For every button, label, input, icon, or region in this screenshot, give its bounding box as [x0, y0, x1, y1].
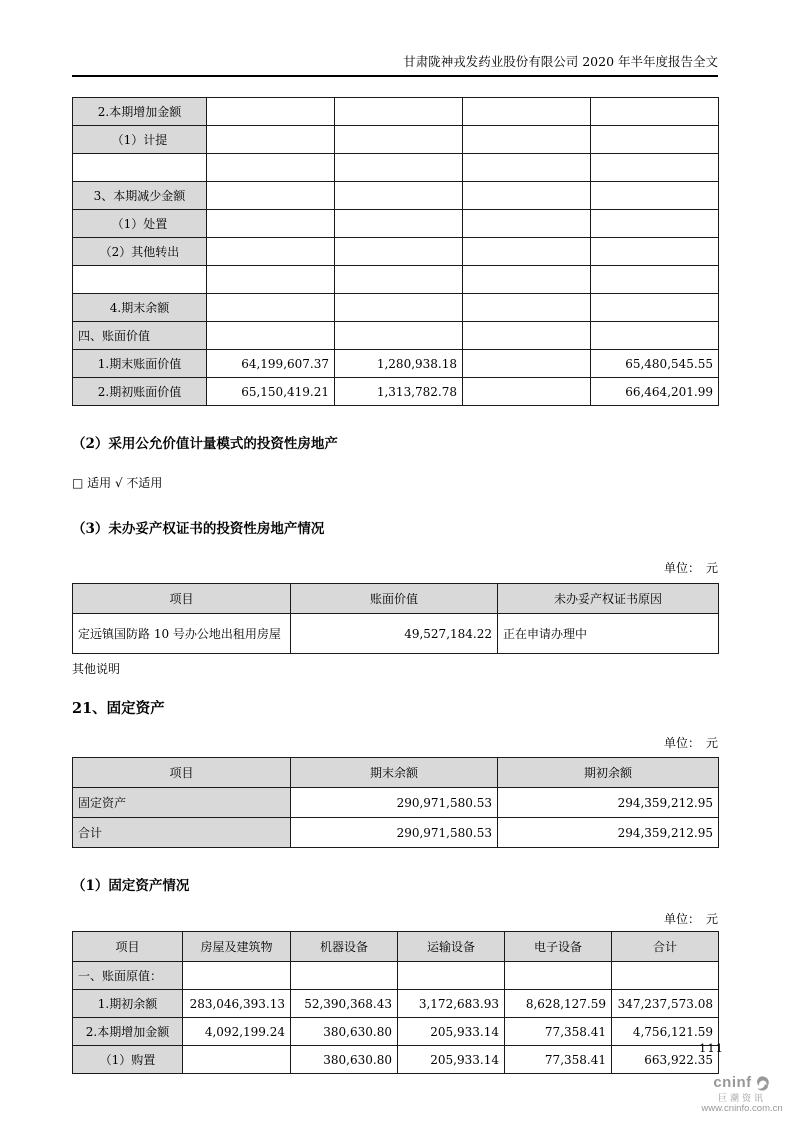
value-cell: 64,199,607.37 [207, 350, 335, 378]
value-cell: 205,933.14 [398, 1018, 505, 1046]
logo-chinese-name: 巨潮资讯 [717, 1092, 766, 1103]
column-header: 期末余额 [291, 758, 498, 788]
value-cell [463, 294, 591, 322]
other-note: 其他说明 [72, 662, 121, 676]
value-cell [463, 98, 591, 126]
value-cell: 3,172,683.93 [398, 990, 505, 1018]
value-cell [335, 126, 463, 154]
table-unregistered-property [72, 583, 719, 654]
value-cell: 283,046,393.13 [183, 990, 291, 1018]
table-row [73, 990, 719, 1018]
value-cell: 294,359,212.95 [498, 818, 719, 848]
value-cell: 294,359,212.95 [498, 788, 719, 818]
column-header: 项目 [73, 758, 291, 788]
header-row [73, 932, 719, 962]
table-row [73, 962, 719, 990]
row-label: 一、账面原值： [73, 962, 183, 990]
value-cell [591, 294, 719, 322]
table-row [73, 182, 719, 210]
value-cell [207, 98, 335, 126]
row-label: （1）处置 [73, 210, 207, 238]
value-cell: 8,628,127.59 [505, 990, 612, 1018]
value-cell: 347,237,573.08 [612, 990, 719, 1018]
row-label: 1.期末账面价值 [73, 350, 207, 378]
value-cell: 290,971,580.53 [291, 788, 498, 818]
value-cell [591, 238, 719, 266]
row-label [73, 154, 207, 182]
table-row [73, 266, 719, 294]
row-label: 固定资产 [73, 788, 291, 818]
row-label: （2）其他转出 [73, 238, 207, 266]
value-cell: 65,150,419.21 [207, 378, 335, 406]
value-cell [463, 378, 591, 406]
value-cell [207, 266, 335, 294]
value-cell [591, 210, 719, 238]
value-cell [335, 154, 463, 182]
row-label: 2.期初账面价值 [73, 378, 207, 406]
row-label: 4.期末余额 [73, 294, 207, 322]
swirl-icon [753, 1075, 771, 1092]
table-row [73, 818, 719, 848]
value-cell [335, 294, 463, 322]
value-cell: 4,756,121.59 [612, 1018, 719, 1046]
applicability-line: □ 适用 √ 不适用 [72, 476, 163, 490]
value-cell: 663,922.35 [612, 1046, 719, 1074]
column-header: 电子设备 [505, 932, 612, 962]
value-cell [183, 1046, 291, 1074]
value-cell [335, 182, 463, 210]
value-cell [463, 238, 591, 266]
row-label [73, 266, 207, 294]
row-label: 1.期初余额 [73, 990, 183, 1018]
page-content [72, 0, 718, 1074]
section-title-fixed-assets: 21、固定资产 [72, 700, 165, 717]
value-cell [207, 294, 335, 322]
table-row [73, 350, 719, 378]
value-cell: 66,464,201.99 [591, 378, 719, 406]
column-header: 项目 [73, 932, 183, 962]
table-fixed-assets-detail [72, 931, 719, 1074]
logo-brand: cninf [713, 1074, 752, 1092]
table-fixed-assets-summary [72, 757, 719, 848]
page-number: 111 [699, 1041, 724, 1055]
value-cell: 1,313,782.78 [335, 378, 463, 406]
column-header: 账面价值 [291, 584, 498, 614]
section-title-fair-value-model: （2）采用公允价值计量模式的投资性房地产 [72, 436, 338, 452]
row-label: 合计 [73, 818, 291, 848]
value-cell [463, 154, 591, 182]
value-cell [335, 266, 463, 294]
value-cell: 49,527,184.22 [291, 614, 498, 654]
unit-label: 单位： 元 [663, 561, 718, 575]
row-label: 2.本期增加金额 [73, 98, 207, 126]
column-header: 运输设备 [398, 932, 505, 962]
table-row [73, 1018, 719, 1046]
value-cell [463, 350, 591, 378]
value-cell [398, 962, 505, 990]
report-header: 甘肃陇神戎发药业股份有限公司 2020 年半年度报告全文 [72, 0, 718, 77]
table-row [73, 1046, 719, 1074]
value-cell: 380,630.80 [291, 1018, 398, 1046]
header-row [73, 584, 719, 614]
value-cell [591, 266, 719, 294]
section-title-unregistered-property: （3）未办妥产权证书的投资性房地产情况 [72, 521, 325, 537]
table-row [73, 154, 719, 182]
section-title-fixed-assets-detail: （1）固定资产情况 [72, 878, 190, 894]
value-cell: 4,092,199.24 [183, 1018, 291, 1046]
table-row [73, 294, 719, 322]
value-cell [335, 322, 463, 350]
table-row [73, 322, 719, 350]
value-cell: 正在申请办理中 [498, 614, 719, 654]
value-cell [463, 182, 591, 210]
value-cell [291, 962, 398, 990]
value-cell [183, 962, 291, 990]
header-row [73, 758, 719, 788]
value-cell [591, 126, 719, 154]
logo-top-row [697, 1074, 787, 1091]
column-header: 未办妥产权证书原因 [498, 584, 719, 614]
value-cell: 65,480,545.55 [591, 350, 719, 378]
column-header: 期初余额 [498, 758, 719, 788]
value-cell [463, 322, 591, 350]
column-header: 合计 [612, 932, 719, 962]
table-investment-property-continued [72, 97, 719, 406]
value-cell [207, 238, 335, 266]
row-label: 2.本期增加金额 [73, 1018, 183, 1046]
row-label: 四、账面价值 [73, 322, 207, 350]
table-row [73, 98, 719, 126]
value-cell [207, 126, 335, 154]
value-cell: 77,358.41 [505, 1046, 612, 1074]
table-row [73, 238, 719, 266]
value-cell [463, 126, 591, 154]
value-cell: 1,280,938.18 [335, 350, 463, 378]
value-cell [612, 962, 719, 990]
value-cell [591, 182, 719, 210]
cninfo-logo [697, 1074, 787, 1115]
value-cell [335, 210, 463, 238]
value-cell: 205,933.14 [398, 1046, 505, 1074]
column-header: 房屋及建筑物 [183, 932, 291, 962]
value-cell [335, 98, 463, 126]
value-cell [335, 238, 463, 266]
table-row [73, 788, 719, 818]
value-cell [207, 182, 335, 210]
value-cell: 77,358.41 [505, 1018, 612, 1046]
unit-label: 单位： 元 [663, 912, 718, 926]
table-row [73, 126, 719, 154]
value-cell: 290,971,580.53 [291, 818, 498, 848]
value-cell [591, 154, 719, 182]
value-cell [463, 266, 591, 294]
column-header: 机器设备 [291, 932, 398, 962]
value-cell [207, 154, 335, 182]
value-cell: 380,630.80 [291, 1046, 398, 1074]
value-cell [463, 210, 591, 238]
value-cell: 52,390,368.43 [291, 990, 398, 1018]
value-cell [207, 322, 335, 350]
table-row [73, 378, 719, 406]
value-cell [207, 210, 335, 238]
row-label: （1）计提 [73, 126, 207, 154]
table-row [73, 614, 719, 654]
column-header: 项目 [73, 584, 291, 614]
row-label: 3、本期减少金额 [73, 182, 207, 210]
logo-url: www.cninfo.com.cn [701, 1103, 783, 1115]
value-cell [591, 98, 719, 126]
row-label: （1）购置 [73, 1046, 183, 1074]
value-cell [505, 962, 612, 990]
unit-label: 单位： 元 [663, 736, 718, 750]
row-label: 定远镇国防路 10 号办公地出租用房屋 [73, 614, 291, 654]
value-cell [591, 322, 719, 350]
table-row [73, 210, 719, 238]
